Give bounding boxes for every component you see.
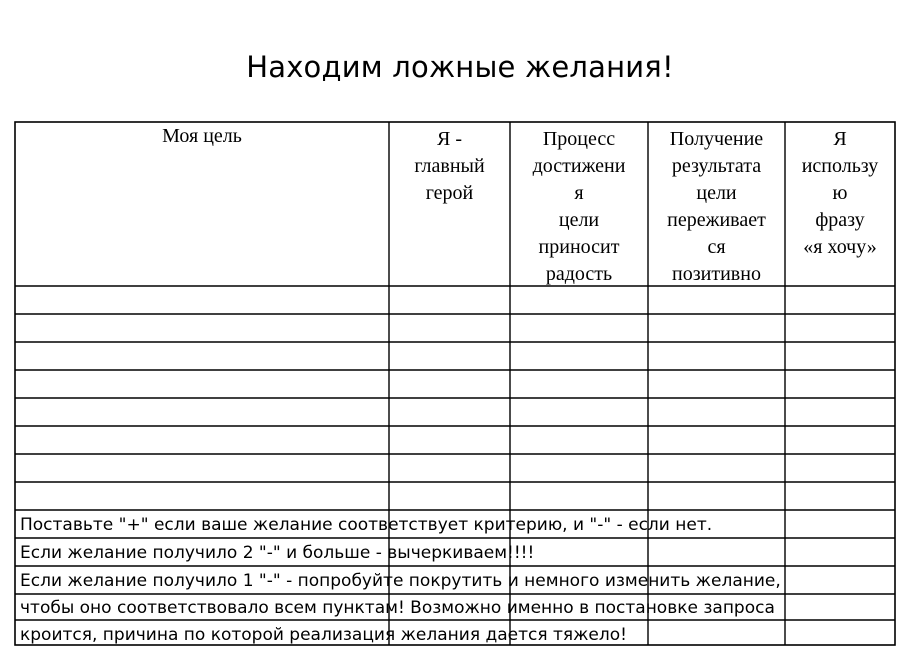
note-line: Поставьте "+" если ваше желание соответствует критерию, и "-" - если нет. [20,515,713,535]
note-line: кроится, причина по которой реализация желания дается тяжело! [20,625,627,645]
note-line: чтобы оно соответствовало всем пунктам! Возможно именно в постановке запроса [20,598,775,618]
column-header-main-hero: Я - главный герой [414,128,485,204]
column-header-result-positive: Получение результата цели переживает ся позитивно [667,128,766,285]
note-line: Если желание получило 2 "-" и больше - вычеркиваем!!!! [20,543,535,563]
column-header-goal: Моя цель [162,125,242,147]
note-line: Если желание получило 1 "-" - попробуйте покрутить и немного изменить желание, [20,571,781,591]
column-header-process-joy: Процесс достижени я цели приносит радость [532,128,626,285]
column-header-i-want: Я использу ю фразу «я хочу» [801,128,879,258]
page-title: Находим ложные желания! [246,50,674,84]
